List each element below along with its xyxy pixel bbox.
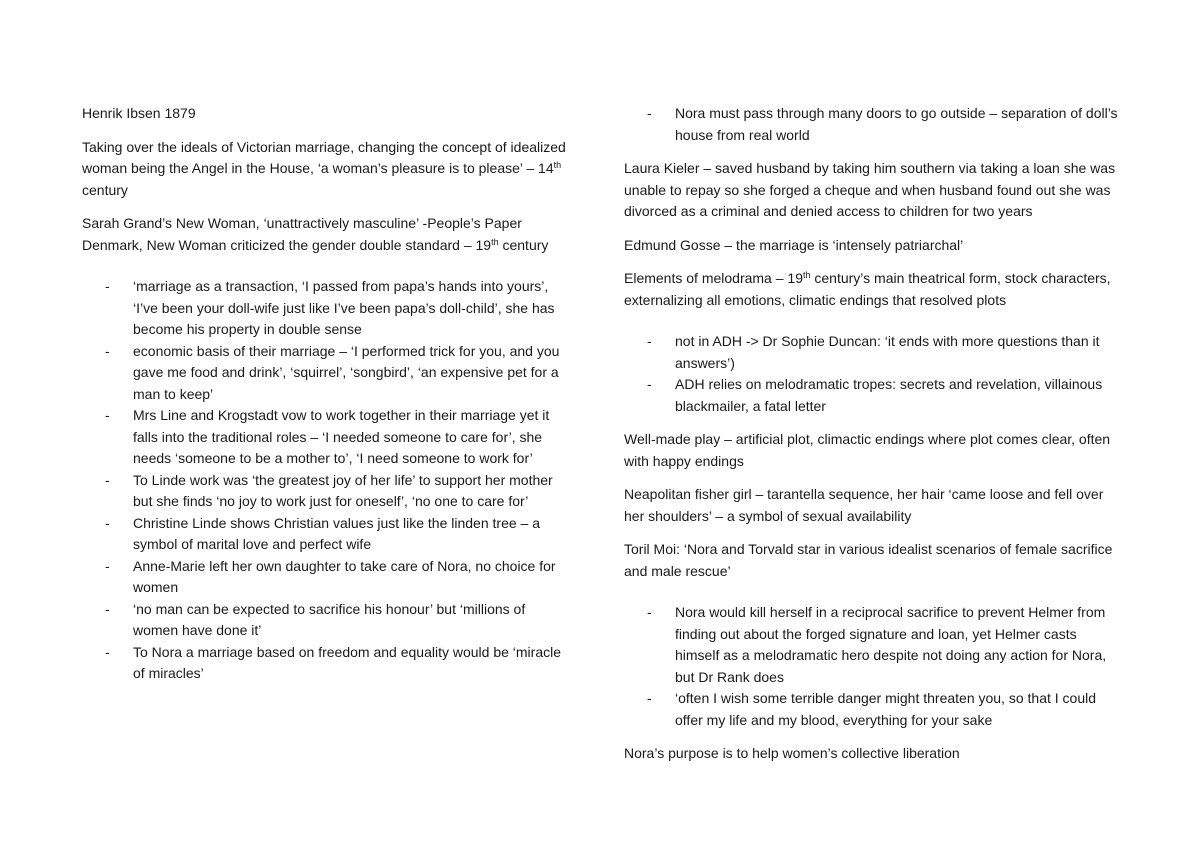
paragraph-victorian: Taking over the ideals of Victorian marriage, changing the concept of idealized woman being the Angel in the House, ‘a woman’s pleasure is to please’ – 14th century xyxy=(82,138,566,198)
list-item: - Christine Linde shows Christian values just like the linden tree – a symbol of marital love and perfect wife xyxy=(82,513,568,556)
toril-bullet-list xyxy=(624,602,1124,731)
paragraph-purpose: Nora’s purpose is to help women’s collective liberation xyxy=(624,745,960,761)
list-item: - Nora must pass through many doors to go outside – separation of doll’s house from real world xyxy=(624,103,1124,146)
list-item: - ‘often I wish some terrible danger might threaten you, so that I could offer my life and my blood, everything for your sake xyxy=(624,688,1124,731)
melodrama-bullet-list xyxy=(624,331,1124,417)
heading: Henrik Ibsen 1879 xyxy=(82,105,196,121)
list-item: - Mrs Line and Krogstadt vow to work together in their marriage yet it falls into the traditional roles – ‘I needed someone to care for’, she needs ‘someone to be a mother to’, ‘I need someone to work for’ xyxy=(82,405,568,470)
list-item: - ADH relies on melodramatic tropes: secrets and revelation, villainous blackmailer, a fatal letter xyxy=(624,374,1124,417)
paragraph-neapolitan: Neapolitan fisher girl – tarantella sequence, her hair ‘came loose and fell over her shoulders’ – a symbol of sexual availability xyxy=(624,486,1104,524)
list-item: - ‘marriage as a transaction, ‘I passed from papa’s hands into yours’, ‘I’ve been your doll-wife just like I’ve been papa’s doll-child’, she has become his property in double sense xyxy=(82,276,568,341)
list-item: - To Nora a marriage based on freedom and equality would be ‘miracle of miracles’ xyxy=(82,642,568,685)
list-item: - not in ADH -> Dr Sophie Duncan: ‘it ends with more questions than it answers’) xyxy=(624,331,1124,374)
paragraph-new-woman: Sarah Grand’s New Woman, ‘unattractively masculine’ -People’s Paper Denmark, New Woman criticized the gender double standard – 19th century xyxy=(82,215,549,253)
list-item: - economic basis of their marriage – ‘I performed trick for you, and you gave me food and drink’, ‘squirrel’, ‘songbird’, ‘an expensive pet for a man to keep’ xyxy=(82,341,568,406)
left-bullet-list xyxy=(82,276,568,685)
list-item: - Nora would kill herself in a reciprocal sacrifice to prevent Helmer from finding out about the forged signature and loan, yet Helmer casts himself as a melodramatic hero despite not doing any action for Nora, but Dr Rank does xyxy=(624,602,1124,688)
paragraph-melodrama: Elements of melodrama – 19th century’s main theatrical form, stock characters, externalizing all emotions, climatic endings that resolved plots xyxy=(624,270,1111,308)
list-item: - To Linde work was ‘the greatest joy of her life’ to support her mother but she finds ‘no joy to work just for oneself’, ‘no one to care for’ xyxy=(82,470,568,513)
paragraph-well-made-play: Well-made play – artificial plot, climactic endings where plot comes clear, often with happy endings xyxy=(624,431,1111,469)
list-item: - Anne-Marie left her own daughter to take care of Nora, no choice for women xyxy=(82,556,568,599)
right-column xyxy=(624,103,1124,777)
doors-bullet-list xyxy=(624,103,1124,146)
left-column xyxy=(82,103,568,695)
list-item: - ‘no man can be expected to sacrifice his honour’ but ‘millions of women have done it’ xyxy=(82,599,568,642)
paragraph-toril-moi: Toril Moi: ‘Nora and Torvald star in various idealist scenarios of female sacrifice and male rescue’ xyxy=(624,541,1113,579)
paragraph-edmund-gosse: Edmund Gosse – the marriage is ‘intensely patriarchal’ xyxy=(624,236,964,253)
paragraph-laura-kieler: Laura Kieler – saved husband by taking him southern via taking a loan she was unable to repay so she forged a cheque and when husband found out she was divorced as a criminal and denied access to children for two years xyxy=(624,160,1116,219)
